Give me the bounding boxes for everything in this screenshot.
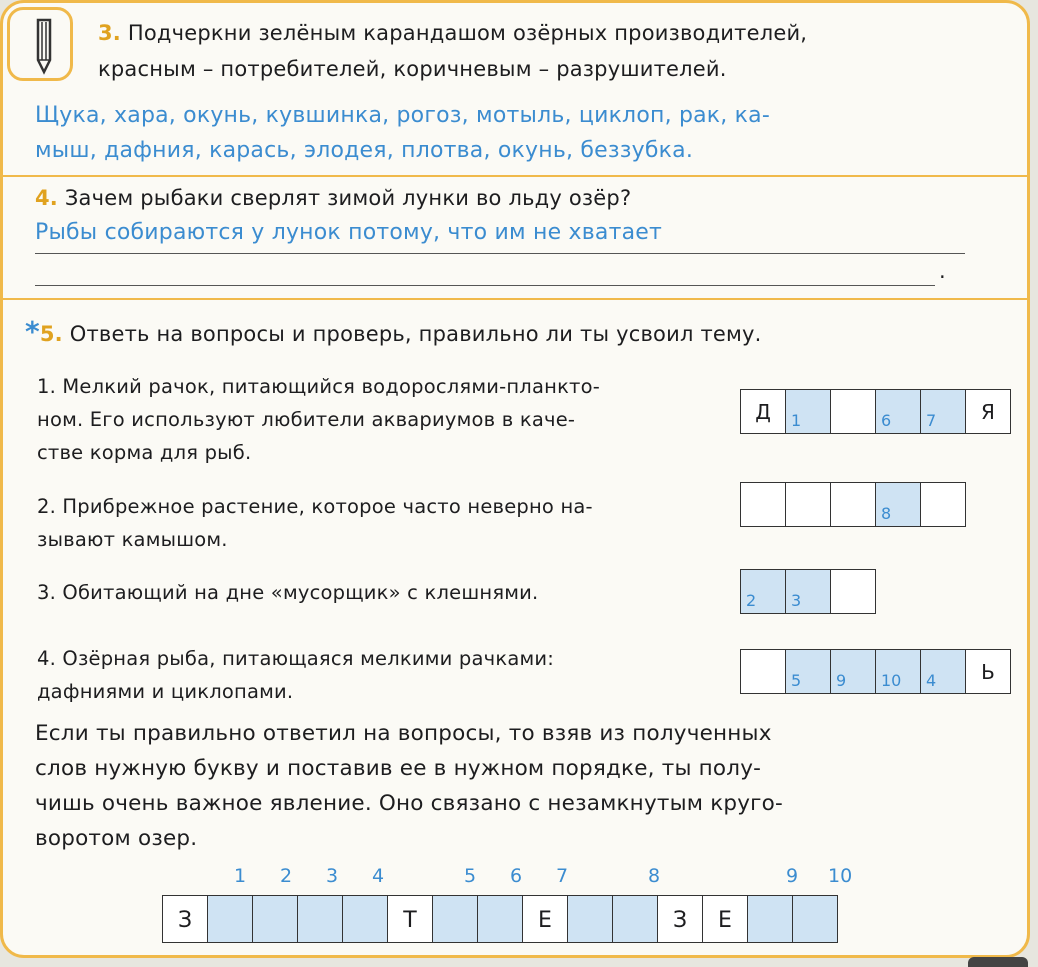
task5-text: Ответь на вопросы и проверь, правильно ли ты усвоил тему. xyxy=(69,322,762,346)
answer-line-1 xyxy=(35,253,965,254)
cell-letter: Я xyxy=(981,400,995,424)
answer-cell[interactable] xyxy=(387,895,433,943)
q4-line1: 4. Озёрная рыба, питающаяся мелкими рачками: xyxy=(37,647,555,670)
answer-cell[interactable] xyxy=(792,895,838,943)
crossword-cell[interactable] xyxy=(740,649,786,694)
crossword-cell[interactable] xyxy=(965,389,1011,434)
crossword-cell[interactable] xyxy=(740,569,786,614)
task3-answer-line2: мыш, дафния, карась, элодея, плотва, окунь, беззубка. xyxy=(35,138,694,163)
task3-answer-line1: Щука, хара, окунь, кувшинка, рогоз, мотыль, циклоп, рак, ка- xyxy=(35,103,770,128)
q2-line1: 2. Прибрежное растение, которое часто неверно на- xyxy=(37,495,593,518)
q4-line2: дафниями и циклопами. xyxy=(37,680,294,703)
answer-cell[interactable] xyxy=(747,895,793,943)
answer-cell[interactable] xyxy=(432,895,478,943)
cell-number: 5 xyxy=(791,671,802,690)
cell-number: 9 xyxy=(836,671,847,690)
crossword-cell[interactable] xyxy=(830,389,876,434)
crossword-cell[interactable] xyxy=(830,482,876,527)
cell-letter: Д xyxy=(755,400,771,424)
page-edge xyxy=(968,957,1028,967)
star-icon: * xyxy=(25,315,40,348)
cell-letter: Ь xyxy=(981,660,995,684)
q1-line2: ном. Его используют любители аквариумов в каче- xyxy=(37,408,576,431)
crossword-cell[interactable] xyxy=(965,649,1011,694)
pencil-badge xyxy=(7,7,73,81)
answer-letter: З xyxy=(672,908,688,933)
cell-number: 1 xyxy=(791,411,802,430)
crossword-cell[interactable] xyxy=(920,649,966,694)
task3-number: 3. xyxy=(98,21,121,45)
answer-cell[interactable] xyxy=(702,895,748,943)
cell-number: 8 xyxy=(881,504,892,523)
answer-cell[interactable] xyxy=(522,895,568,943)
task5-title xyxy=(25,315,762,348)
crossword-cell[interactable] xyxy=(785,482,831,527)
answer-cell[interactable] xyxy=(252,895,298,943)
task3-question-line1 xyxy=(98,21,807,45)
conclusion-line3: чишь очень важное явление. Оно связано с незамкнутым круго- xyxy=(35,791,783,816)
answer-line-2 xyxy=(35,285,935,286)
crossword-word2 xyxy=(741,482,966,527)
q3-line1: 3. Обитающий на дне «мусорщик» с клешнями. xyxy=(37,581,539,604)
answer-number-label: 1 xyxy=(234,865,247,887)
answer-letter: Т xyxy=(403,908,417,933)
pencil-icon xyxy=(18,16,62,76)
section-divider xyxy=(3,175,1027,177)
answer-number-label: 3 xyxy=(326,865,339,887)
crossword-cell[interactable] xyxy=(920,482,966,527)
conclusion-line2: слов нужную букву и поставив ее в нужном порядке, ты полу- xyxy=(35,756,762,781)
answer-cell[interactable] xyxy=(207,895,253,943)
crossword-cell[interactable] xyxy=(875,649,921,694)
crossword-cell[interactable] xyxy=(785,569,831,614)
answer-cell[interactable] xyxy=(657,895,703,943)
task4-answer: Рыбы собираются у лунок потому, что им не хватает xyxy=(35,220,663,245)
answer-number-label: 2 xyxy=(280,865,293,887)
q1-line1: 1. Мелкий рачок, питающийся водорослями-планкто- xyxy=(37,375,600,398)
crossword-cell[interactable] xyxy=(830,569,876,614)
answer-letter: З xyxy=(177,908,193,933)
crossword-cell[interactable] xyxy=(785,649,831,694)
crossword-cell[interactable] xyxy=(740,482,786,527)
answer-number-label: 4 xyxy=(372,865,385,887)
answer-cell[interactable] xyxy=(342,895,388,943)
answer-number-label: 10 xyxy=(828,865,853,887)
answer-number-label: 5 xyxy=(464,865,477,887)
answer-number-label: 8 xyxy=(648,865,661,887)
answer-letter: Е xyxy=(538,908,552,933)
conclusion-line4: воротом озер. xyxy=(35,826,198,851)
crossword-cell[interactable] xyxy=(830,649,876,694)
answer-number-label: 6 xyxy=(510,865,523,887)
task4-end-dot: . xyxy=(939,259,946,283)
crossword-cell[interactable] xyxy=(785,389,831,434)
task3-question-line2: красным – потребителей, коричневым – разрушителей. xyxy=(98,57,727,81)
answer-cell[interactable] xyxy=(477,895,523,943)
task5-number: 5. xyxy=(39,322,63,346)
answer-cell[interactable] xyxy=(162,895,208,943)
crossword-cell[interactable] xyxy=(875,389,921,434)
task4-text: Зачем рыбаки сверлят зимой лунки во льду озёр? xyxy=(64,186,632,210)
crossword-cell[interactable] xyxy=(875,482,921,527)
cell-number: 7 xyxy=(926,411,937,430)
cell-number: 3 xyxy=(791,591,802,610)
crossword-word4 xyxy=(741,649,1011,694)
answer-cell[interactable] xyxy=(297,895,343,943)
answer-letter: Е xyxy=(718,908,732,933)
answer-cell[interactable] xyxy=(612,895,658,943)
cell-number: 6 xyxy=(881,411,892,430)
crossword-word3 xyxy=(741,569,876,614)
cell-number: 2 xyxy=(746,591,757,610)
cell-number: 10 xyxy=(881,671,902,690)
task3-text: Подчеркни зелёным карандашом озёрных производителей, xyxy=(127,21,808,45)
crossword-word1 xyxy=(741,389,1011,434)
task4-question xyxy=(35,186,631,210)
crossword-cell[interactable] xyxy=(740,389,786,434)
q1-line3: стве корма для рыб. xyxy=(37,441,252,464)
crossword-cell[interactable] xyxy=(920,389,966,434)
answer-cell[interactable] xyxy=(567,895,613,943)
task4-number: 4. xyxy=(35,186,58,210)
answer-number-label: 7 xyxy=(556,865,569,887)
cell-number: 4 xyxy=(926,671,937,690)
answer-word-grid xyxy=(163,895,838,943)
answer-number-label: 9 xyxy=(786,865,799,887)
section-divider xyxy=(3,298,1027,300)
q2-line2: зывают камышом. xyxy=(37,528,228,551)
conclusion-line1: Если ты правильно ответил на вопросы, то взяв из полученных xyxy=(35,721,772,746)
